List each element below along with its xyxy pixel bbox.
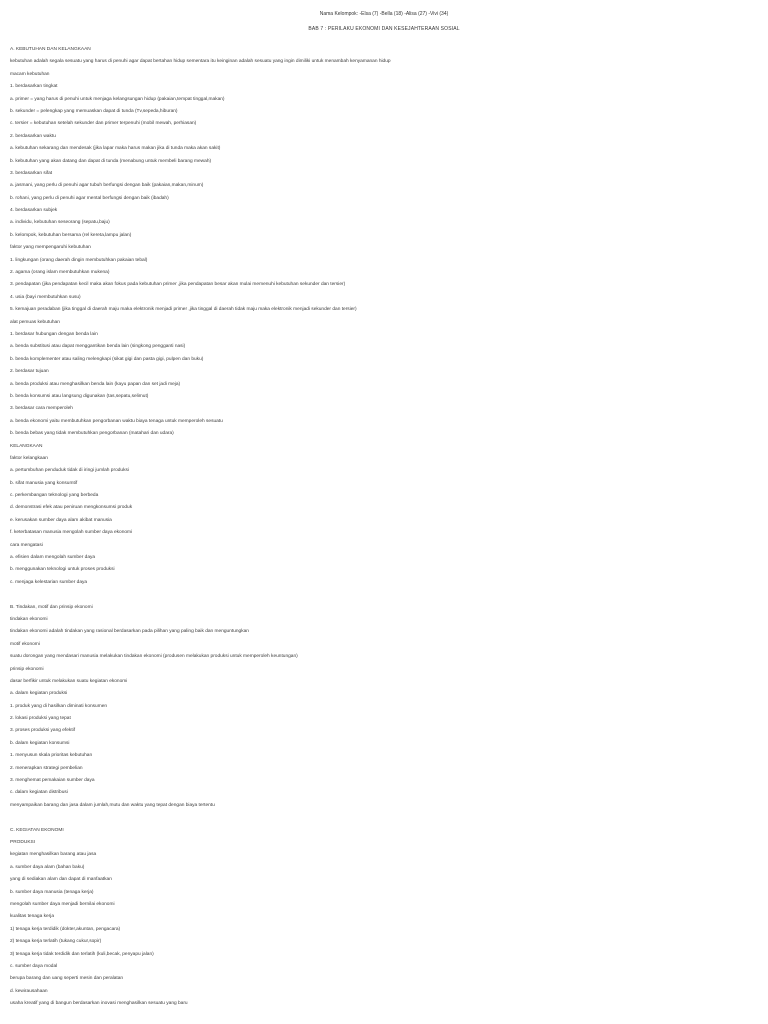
text-line: 1. produk yang di hasilkan diminati konsumen <box>10 703 108 709</box>
group-names: Nama Kelompok: -Elsa (7) -Bella (18) -Alisa (27) -Vivi (34) <box>319 11 449 17</box>
text-line: PRODUKSI <box>10 840 36 845</box>
text-line: 3. berdasar cara memperoleh <box>10 406 73 412</box>
text-line: cara mengatasi <box>10 542 43 548</box>
section-b <box>10 602 750 813</box>
text-line: 2. lokasi produksi yang tepat <box>10 716 71 722</box>
text-line: kebutuhan adalah segala sesuatu yang harus di penuhi agar dapat bertahan hidup sementara itu keinginan adalah sesuatu yang ingin dimiliki untuk menambah kenyamanan hidup <box>10 59 391 65</box>
text-line: 5. kemajuan peradaban (jika tinggal di daerah maju maka elektronik menjadi primer ,jika tinggal di daerah tidak maju maka elektronik menjadi sekunder dan tersier) <box>10 307 357 313</box>
text-line: b. kebutuhan yang akan datang dan dapat di tunda (menabung untuk membeli barang mewah) <box>10 158 212 164</box>
text-line: faktor yang mempengaruhi kebutuhan <box>10 245 91 251</box>
text-line: b. kelompok, kebutuhan bersama (rel kereta,lampu jalan) <box>10 232 132 238</box>
text-line: b. sumber daya manusia (tenaga kerja) <box>10 889 94 895</box>
text-line: 3. berdasarkan sifat <box>10 170 53 176</box>
text-line: b. menggunakan teknologi untuk proses produksi <box>10 567 115 573</box>
section-heading: A. KEBUTUHAN DAN KELANGKAAN <box>10 47 91 52</box>
text-line: a. dalam kegiatan produksi <box>10 691 68 697</box>
text-line: a. sumber daya alam (bahan baku) <box>10 864 85 870</box>
text-line: usaha kreatif yang di bangun berdasarkan inovasi menghasilkan sesuatu yang baru <box>10 1001 188 1007</box>
text-line: dasar berfikir untuk melakukan suatu kegiatan ekonomi <box>10 678 128 684</box>
document-body <box>10 44 750 1023</box>
text-line: c. perkembangan teknologi yang berbeda <box>10 493 99 499</box>
text-line: 1. berdasarkan tingkat <box>10 84 58 90</box>
text-line: 2) tenaga kerja terlatih (tukang cukur,sopir) <box>10 939 102 945</box>
section-a <box>10 44 750 589</box>
text-line: c. dalam kegiatan distribusi <box>10 790 68 796</box>
text-line: b. dalam kegiatan konsumsi <box>10 740 70 746</box>
text-line: b. benda konsumsi atau langsung digunakan (tas,sepatu,selimut) <box>10 393 149 399</box>
section-heading: B. Tindakan, motif dan prinsip ekonomi <box>10 604 93 610</box>
section-c <box>10 825 750 1011</box>
section-heading: C. KEGIATAN EKONOMI <box>10 827 64 833</box>
text-line: 1. menyusun skala prioritas kebutuhan <box>10 753 93 759</box>
text-line: 2. agama (orang islam membutuhkan mukena) <box>10 270 110 276</box>
text-line: 4. berdasarkan subjek <box>10 208 58 214</box>
text-line: a. primer = yang harus di penuhi untuk menjaga kelangsungan hidup (pakaian,tempat tinggal,makan) <box>10 96 225 102</box>
text-line: b. benda bebas yang tidak membutuhkan pengorbanan (matahari dan udara) <box>10 431 174 437</box>
text-line: a. kebutuhan sekarang dan mendesak (jika lapar maka harus makan jika di tunda maka akan sakit) <box>10 146 221 152</box>
text-line: b. benda komplementer atau saling melengkapi (sikat gigi dan pasta gigi, pulpen dan buku) <box>10 356 204 362</box>
text-line: c. sumber daya modal <box>10 963 58 969</box>
text-line: 3. menghemat pemakaian sumber daya <box>10 778 95 784</box>
text-line: 2. menerapkan strategi pembelian <box>10 765 83 771</box>
text-line: suatu dorongan yang mendasari manusia melakukan tindakan ekonomi (produsen melakukan produksi untuk memperoleh keuntungan) <box>10 654 298 660</box>
text-line: a. individu, kebutuhan seseorang (sepatu,baju) <box>10 220 110 226</box>
text-line: macam kebutuhan <box>10 71 50 77</box>
text-line: c. tersier = kebutuhan setelah sekunder dan primer terpenuhi (mobil mewah, perhiasan) <box>10 121 197 127</box>
text-line: 1. berdasar hubungan dengan benda lain <box>10 331 98 337</box>
text-line: d. demonstrasi efek atau peniruan mengkonsumsi produk <box>10 505 133 511</box>
text-line: faktor kelangkaan <box>10 455 48 461</box>
text-line: a. pertumbuhan penduduk tidak di iringi jumlah produksi <box>10 468 129 474</box>
chapter-title: BAB 7 : PERILAKU EKONOMI DAN KESEJAHTERAAN SOSIAL <box>308 26 460 32</box>
text-line: b. sifat manusia yang konsumtif <box>10 480 78 486</box>
text-line: 2. berdasar tujuan <box>10 369 49 375</box>
text-line: kualitas tenaga kerja <box>10 914 54 920</box>
text-line: d. kewirausahaan <box>10 988 48 994</box>
text-line: 3) tenaga kerja tidak terdidik dan terlatih (kuli,becak, penyapu jalan) <box>10 951 154 957</box>
text-line: tindakan ekonomi adalah tindakan yang rasional berdasarkan pada pilihan yang paling baik dan menguntungkan <box>10 629 249 635</box>
text-line: b. sekunder = pelengkap yang memuaskan dapat di tunda (Tv,sepeda,hiburan) <box>10 108 178 114</box>
text-line: 4. usia (bayi membutuhkan susu) <box>10 294 81 300</box>
text-line: 1. lingkungan (orang daerah dingin membutuhkan pakaian tebal) <box>10 257 148 263</box>
text-line: alat pemuas kebutuhan <box>10 319 60 325</box>
text-line: prinsip ekonomi <box>10 666 44 672</box>
text-line: yang di sediakan alam dan dapat di manfaatkan <box>10 877 112 883</box>
text-line: a. efisien dalam mengolah sumber daya <box>10 555 96 561</box>
text-line: KELANGKAAN <box>10 443 43 449</box>
text-line: 1) tenaga kerja terdidik (dokter,akuntan, pengacara) <box>10 926 121 932</box>
text-line: a. benda ekonomi yaitu membutuhkan pengorbanan waktu biaya tenaga untuk memperoleh sesuatu <box>10 418 223 424</box>
text-line: f. keterbatasan manusia mengolah sumber daya ekonomi <box>10 530 133 536</box>
text-line: 3. pendapatan (jika pendapatan kecil maka akan fokus pada kebutuhan primer ,jika pendapatan besar akan mulai memenuhi kebutuhan sekunder dan tersier) <box>10 282 346 288</box>
text-line: a. jasmani, yang perlu di penuhi agar tubuh berfungsi dengan baik (pakaian,makan,minum) <box>10 183 204 189</box>
text-line: b. rohani, yang perlu di penuhi agar mental berfungsi dengan baik (ibadah) <box>10 195 169 201</box>
text-line: mengolah sumber daya menjadi bernilai ekonomi <box>10 901 115 907</box>
text-line: a. benda substitusi atau dapat menggantikan benda lain (singkong pengganti nasi) <box>10 344 186 350</box>
text-line: e. kerusakan sumber daya alam akibat manusia <box>10 517 112 523</box>
text-line: c. menjaga kelestarian sumber daya <box>10 579 88 585</box>
text-line: tindakan ekonomi <box>10 616 48 622</box>
text-line: menyampaikan barang dan jasa dalam jumlah,mutu dan waktu yang tepat dengan biaya tertentu <box>10 802 215 808</box>
text-line: motif ekonomi <box>10 641 40 647</box>
text-line: 3. proses produksi yang efektif <box>10 728 76 734</box>
text-line: berupa barang dan uang seperti mesin dan peralatan <box>10 976 124 982</box>
text-line: kegiatan menghasilkan barang atau jasa <box>10 852 97 858</box>
text-line: a. benda produksi atau menghasilkan benda lain (kayu papan dan set jadi meja) <box>10 381 181 387</box>
text-line: 2. berdasarkan waktu <box>10 133 56 139</box>
